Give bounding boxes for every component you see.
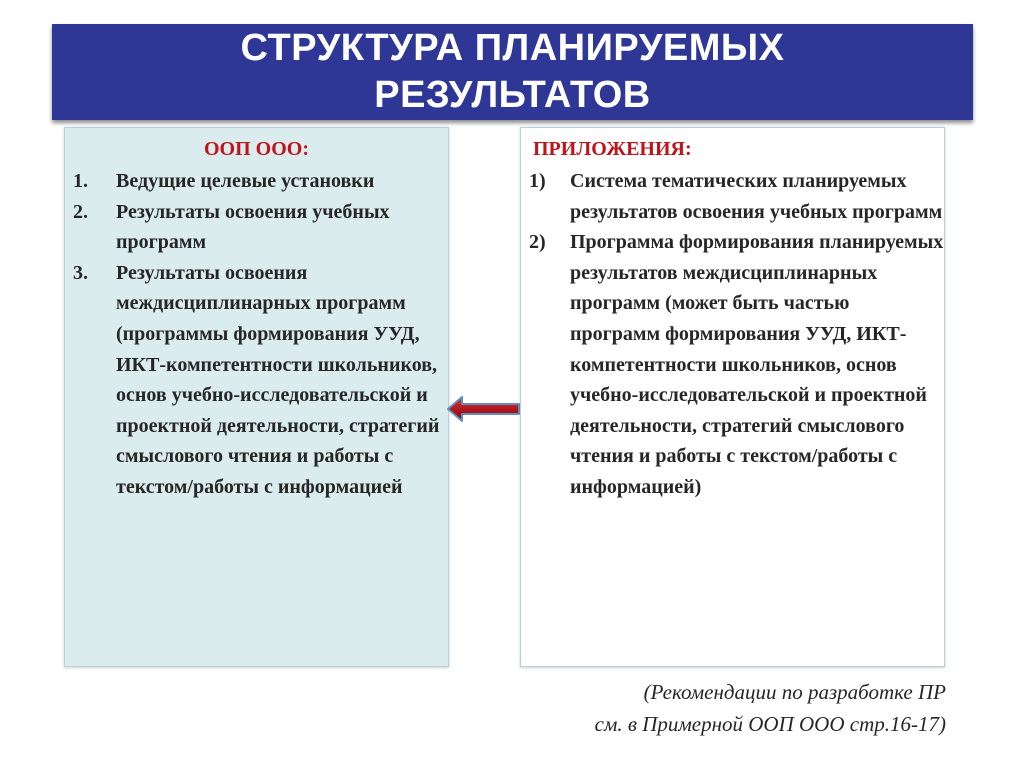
title-bar [52,24,973,120]
list-item [73,197,443,258]
item-number: 1. [73,170,88,192]
item-text: Результаты освоения учебных программ [116,200,390,254]
page-title [52,24,973,120]
item-text: Система тематических планируемых результатов освоения учебных программ [570,170,943,223]
item-text: Результаты освоения междисциплинарных программ (программы формирования УУД, ИКТ-компетентности школьников, основ учебно-исследовательской и проектной деятельности, стратегий смыслового чтения и работы с текстом/работы с информацией [116,261,440,498]
oop-ooo-heading: ООП ООО: [204,138,309,160]
oop-ooo-list [73,166,443,503]
title-line-1: СТРУКТУРА ПЛАНИРУЕМЫХ [240,27,785,69]
appendices-list [529,166,944,503]
list-item [529,227,944,502]
title-line-2: РЕЗУЛЬТАТОВ [374,74,651,116]
list-item [73,166,443,197]
note-line-2: см. в Примерной ООП ООО стр.16-17) [594,712,946,736]
item-number: 2) [529,231,546,254]
item-number: 2. [73,200,88,223]
left-arrow-icon [444,392,524,426]
list-item [529,166,944,227]
item-text: Программа формирования планируемых результатов междисциплинарных программ (может быть частью программ формирования УУД, ИКТ-компетентности школьников, основ учебно-исследовательской и проектной деятельности, стратегий смыслового чтения и работы с текстом/работы с информацией) [570,231,944,498]
appendices-heading: ПРИЛОЖЕНИЯ: [533,138,692,160]
note-line-1: (Рекомендации по разработке ПР [643,680,946,704]
item-number: 1) [529,170,546,192]
item-number: 3. [73,261,88,284]
recommendation-note [486,676,946,740]
item-text: Ведущие целевые установки [116,170,375,192]
appendices-box [520,127,945,667]
list-item [73,258,443,503]
oop-ooo-box [64,127,449,667]
